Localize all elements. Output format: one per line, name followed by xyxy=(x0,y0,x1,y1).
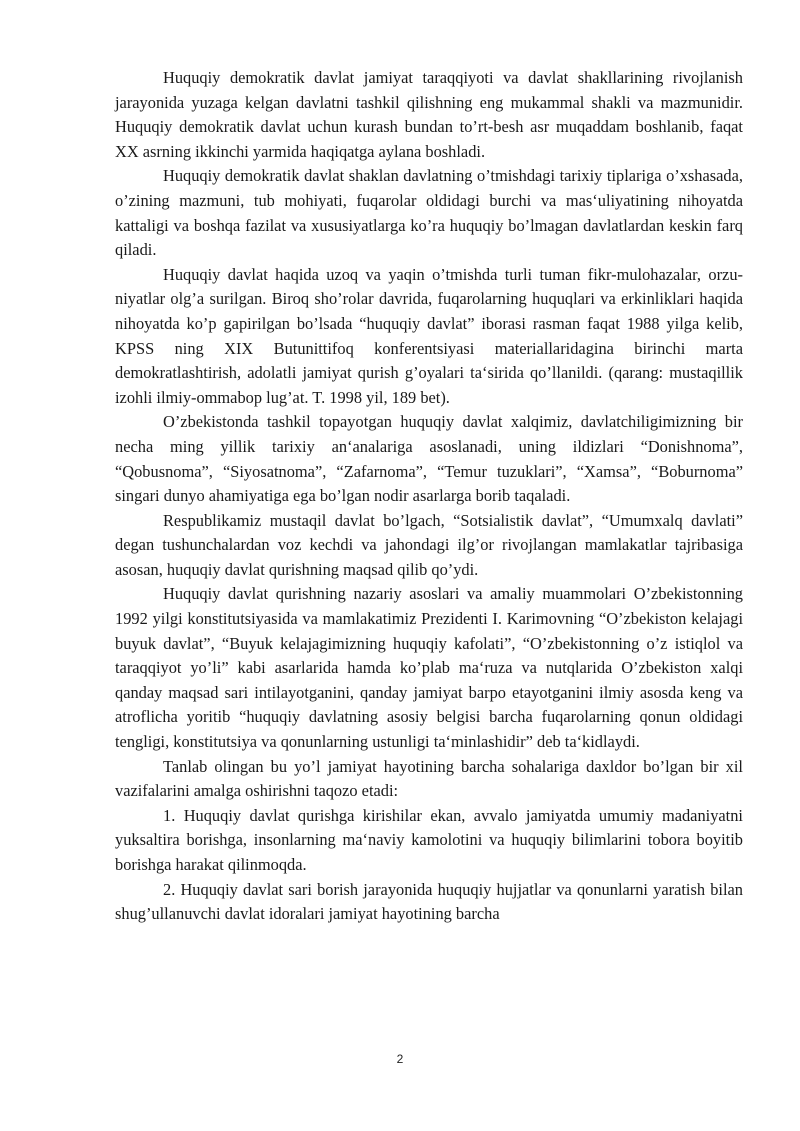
paragraph: Huquqiy demokratik davlat jamiyat taraqqiyoti va davlat shakllarining rivojlanish jarayonida yuzaga kelgan davlatni tashkil qilishning eng mukammal shakli va mazmunidir. Huquqiy demokratik davlat uchun kurash bundan to’rt-besh asr muqaddam boshlanib, faqat XX asrning ikkinchi yarmida haqiqatga aylana boshladi. xyxy=(115,68,743,161)
paragraph: Tanlab olingan bu yo’l jamiyat hayotining barcha sohalariga daxldor bo’lgan bir xil vazifalarini amalga oshirishni taqozo etadi: xyxy=(115,756,743,801)
document-body xyxy=(115,66,743,927)
paragraph: Respublikamiz mustaqil davlat bo’lgach, “Sotsialistik davlat”, “Umumxalq davlati” degan tushunchalardan voz kechdi va jahondagi ilg’or rivojlangan mamlakatlar tajribasiga asosan, huquqiy davlat qurishning maqsad qilib qo’ydi. xyxy=(115,510,743,579)
list-item-paragraph: 1. Huquqiy davlat qurishga kirishilar ekan, avvalo jamiyatda umumiy madaniyatni yuksaltira borishga, insonlarning ma‘naviy kamolotini va huquqiy bilimlarini tobora boyitib borishga harakat qilinmoqda. xyxy=(115,805,743,874)
paragraph: Huquqiy davlat qurishning nazariy asoslari va amaliy muammolari O’zbekistonning 1992 yilgi konstitutsiyasida va mamlakatimiz Prezidenti I. Karimovning “O’zbekiston kelajagi buyuk davlat”, “Buyuk kelajagimizning huquqiy kafolati”, “O’zbekistonning o’z istiqlol va taraqqiyot yo’li” kabi asarlarida hamda ko’plab ma‘ruza va nutqlarida O’zbekiston xalqi qanday maqsad sari intilayotganini, qanday jamiyat barpo etayotganini ilmiy asosda keng va atroflicha yoritib “huquqiy davlatning asosiy belgisi barcha fuqarolarning qonun oldidagi tengligi, konstitutsiya va qonunlarning ustunligi ta‘minlashidir” deb ta‘kidlaydi. xyxy=(115,584,743,752)
paragraph: Huquqiy davlat haqida uzoq va yaqin o’tmishda turli tuman fikr-mulohazalar, orzu-niyatlar olg’a surilgan. Biroq sho’rolar davrida, fuqarolarning huquqlari va erkinliklari haqida nihoyatda ko’p gapirilgan bo’lsada “huquqiy davlat” iborasi rasman faqat 1988 yilga kelib, KPSS ning XIX Butunittifoq konferentsiyasi materiallaridagina birinchi marta demokratlashtirish, adolatli jamiyat qurish g’oyalari ta‘sirida qo’llanildi. (qarang: mustaqillik izohli ilmiy-ommabop lug’at. T. 1998 yil, 189 bet). xyxy=(115,264,743,407)
page-number: 2 xyxy=(396,1052,404,1066)
paragraph: O’zbekistonda tashkil topayotgan huquqiy davlat xalqimiz, davlatchiligimizning bir necha ming yillik tarixiy an‘analariga asoslanadi, uning ildizlari “Donishnoma”, “Qobusnoma”, “Siyosatnoma”, “Zafarnoma”, “Temur tuzuklari”, “Xamsa”, “Boburnoma” singari dunyo ahamiyatiga ega bo’lgan nodir asarlarga borib taqaladi. xyxy=(115,412,743,506)
list-item-paragraph: 2. Huquqiy davlat sari borish jarayonida huquqiy hujjatlar va qonunlarni yaratish bilan shug’ullanuvchi davlat idoralari jamiyat hayotining barcha xyxy=(115,879,743,924)
paragraph: Huquqiy demokratik davlat shaklan davlatning o’tmishdagi tarixiy tiplariga o’xshasada, o’zining mazmuni, tub mohiyati, fuqarolar oldidagi burchi va mas‘uliyatining nihoyatda kattaligi va boshqa fazilat va xususiyatlarga ko’ra huquqiy bo’lmagan davlatlardan keskin farq qiladi. xyxy=(115,166,743,260)
